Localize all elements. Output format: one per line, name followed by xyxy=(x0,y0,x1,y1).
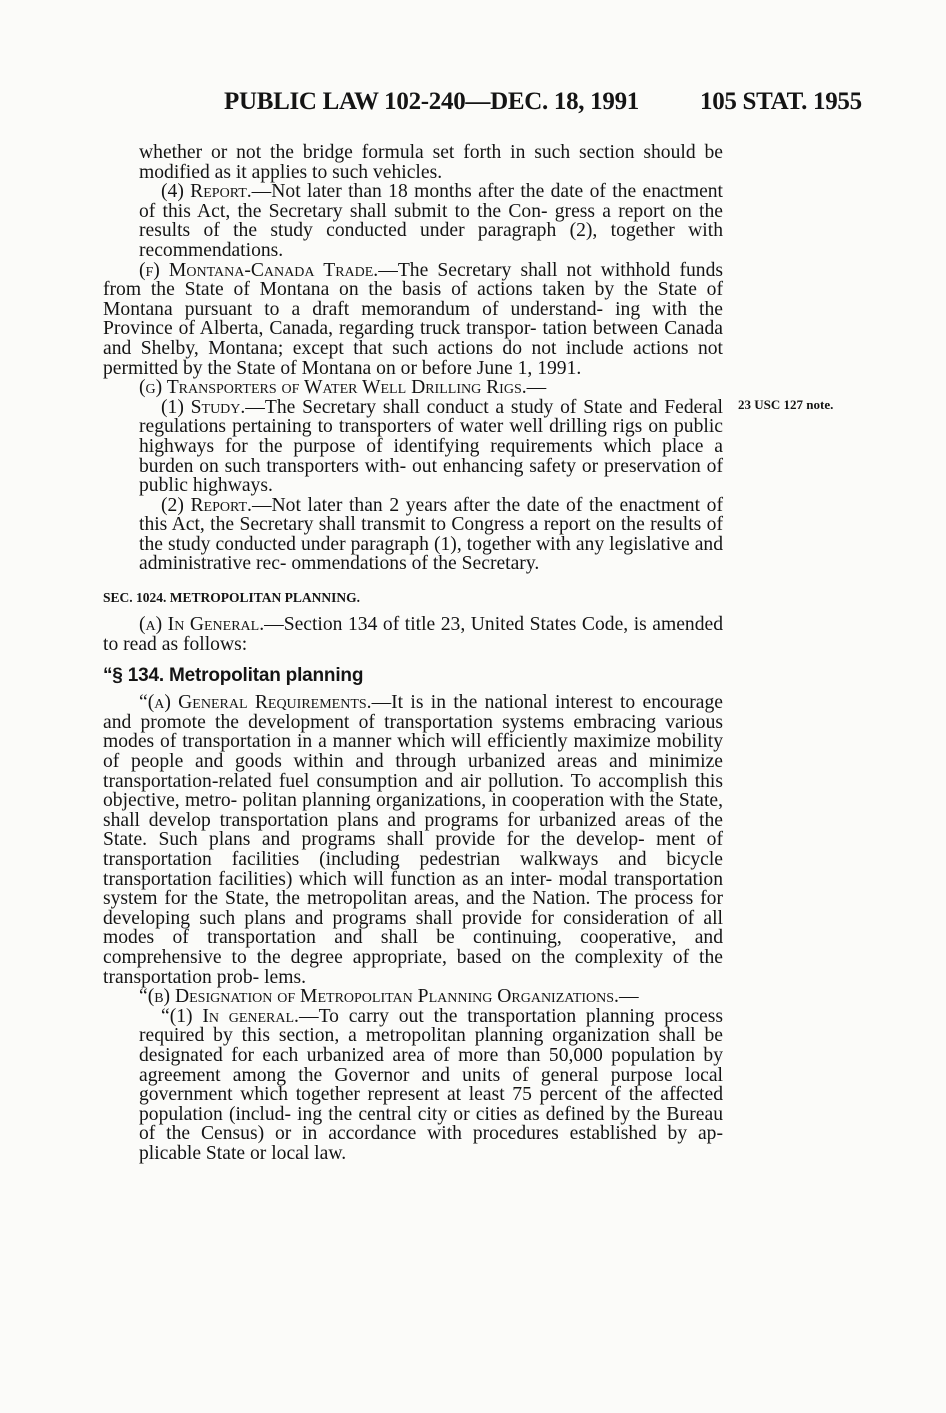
paragraph-caption: (1) Study. xyxy=(161,396,246,418)
section-heading: SEC. 1024. METROPOLITAN PLANNING. xyxy=(103,590,361,606)
paragraph-caption: (4) Report. xyxy=(161,181,252,203)
paragraph-text: —Not later than 2 years after the date of the enactment of this Act, the Secretary shall transmit to Congress a report on the results of the study conducted under paragraph (1), together with any legislative and administrative rec- ommendations of the Secretary. xyxy=(139,494,723,575)
paragraph-1-study xyxy=(103,398,723,496)
paragraph-4-report xyxy=(103,182,723,260)
paragraph-caption: “(b) Designation of Metropolitan Planning Organizations. xyxy=(139,986,619,1008)
paragraph-text: — xyxy=(618,986,639,1008)
paragraph-a-general-requirements xyxy=(103,693,723,987)
paragraph-caption: (2) Report. xyxy=(161,494,252,516)
margin-citation-note: 23 USC 127 note. xyxy=(738,397,834,412)
document-body xyxy=(103,143,723,1164)
paragraph-text: —Section 134 of title 23, United States Code, is amended to read as follows: xyxy=(103,614,724,655)
paragraph-text: —It is in the national interest to encourage and promote the development of transportation systems embracing various modes of transportation in a manner which will efficiently maximize mobility of people and goods within and through urbanized areas and minimize transportation-related fuel consumption and air pollution. To accomplish this objective, metro- politan planning organizations, in cooperation with the State, shall develop transportation plans and programs for urbanized areas of the State. Such plans and programs shall provide for the develop- ment of transportation facilities (including pedestrian walkways and bicycle transportation facilities) which will function as an inter- modal transportation system for the State, the metropolitan areas, and the Nation. The process for developing such plans and programs shall provide for consideration of all modes of transportation and shall be continuing, cooperative, and comprehensive to the degree appropriate, based on the complexity of the transportation prob- lems. xyxy=(103,692,723,988)
running-header-title: PUBLIC LAW 102-240—DEC. 18, 1991 xyxy=(224,88,639,115)
paragraph-text: whether or not the bridge formula set forth in such section should be modified as it applies to such vehicles. xyxy=(139,142,723,183)
paragraph-text: — xyxy=(526,377,547,399)
paragraph-text: —The Secretary shall conduct a study of State and Federal regulations pertaining to transporters of water well drilling rigs on public highways for the purpose of identifying requirements which place a burden on such transporters with- out enhancing safety or preservation of public highways. xyxy=(139,396,723,497)
paragraph-text: —To carry out the transportation planning process required by this section, a metropolitan planning organization shall be designated for each urbanized area of more than 50,000 population by agreement among the Governor and units of general purpose local government which together represent at least 75 percent of the affected population (includ- ing the central city or cities as defined by the Bureau of the Census) or in accordance with procedures established by ap- plicable State or local law. xyxy=(139,1005,723,1164)
paragraph-a-in-general xyxy=(103,615,723,654)
paragraph-g-water-well-drilling-rigs xyxy=(103,378,723,398)
running-header-page-number: 105 STAT. 1955 xyxy=(700,88,862,115)
paragraph-f-montana-canada-trade xyxy=(103,261,723,379)
paragraph-1-in-general xyxy=(103,1007,723,1164)
paragraph-bridge-formula xyxy=(103,143,723,182)
paragraph-caption: (g) Transporters of Water Well Drilling Rigs. xyxy=(139,377,527,399)
paragraph-b-designation xyxy=(103,987,723,1007)
paragraph-caption: “(1) In general. xyxy=(161,1005,299,1027)
paragraph-caption: (a) In General. xyxy=(139,614,265,636)
paragraph-text: —Not later than 18 months after the date of the enactment of this Act, the Secretary shall submit to the Con- gress a report on the results of the study conducted under paragraph (2), together with recommendations. xyxy=(139,181,724,261)
paragraph-2-report xyxy=(103,496,723,574)
paragraph-caption: “(a) General Requirements. xyxy=(139,692,372,714)
paragraph-text: —The Secretary shall not withhold funds from the State of Montana on the basis of actions taken by the State of Montana pursuant to a draft memorandum of understand- ing with the Province of Alberta, Canada, regarding truck transpor- tation between Canada and Shelby, Montana; except that such actions do not include actions not permitted by the State of Montana on or before June 1, 1991. xyxy=(103,259,723,379)
subsection-heading: “§ 134. Metropolitan planning xyxy=(103,665,364,687)
paragraph-caption: (f) Montana-Canada Trade. xyxy=(139,259,379,281)
